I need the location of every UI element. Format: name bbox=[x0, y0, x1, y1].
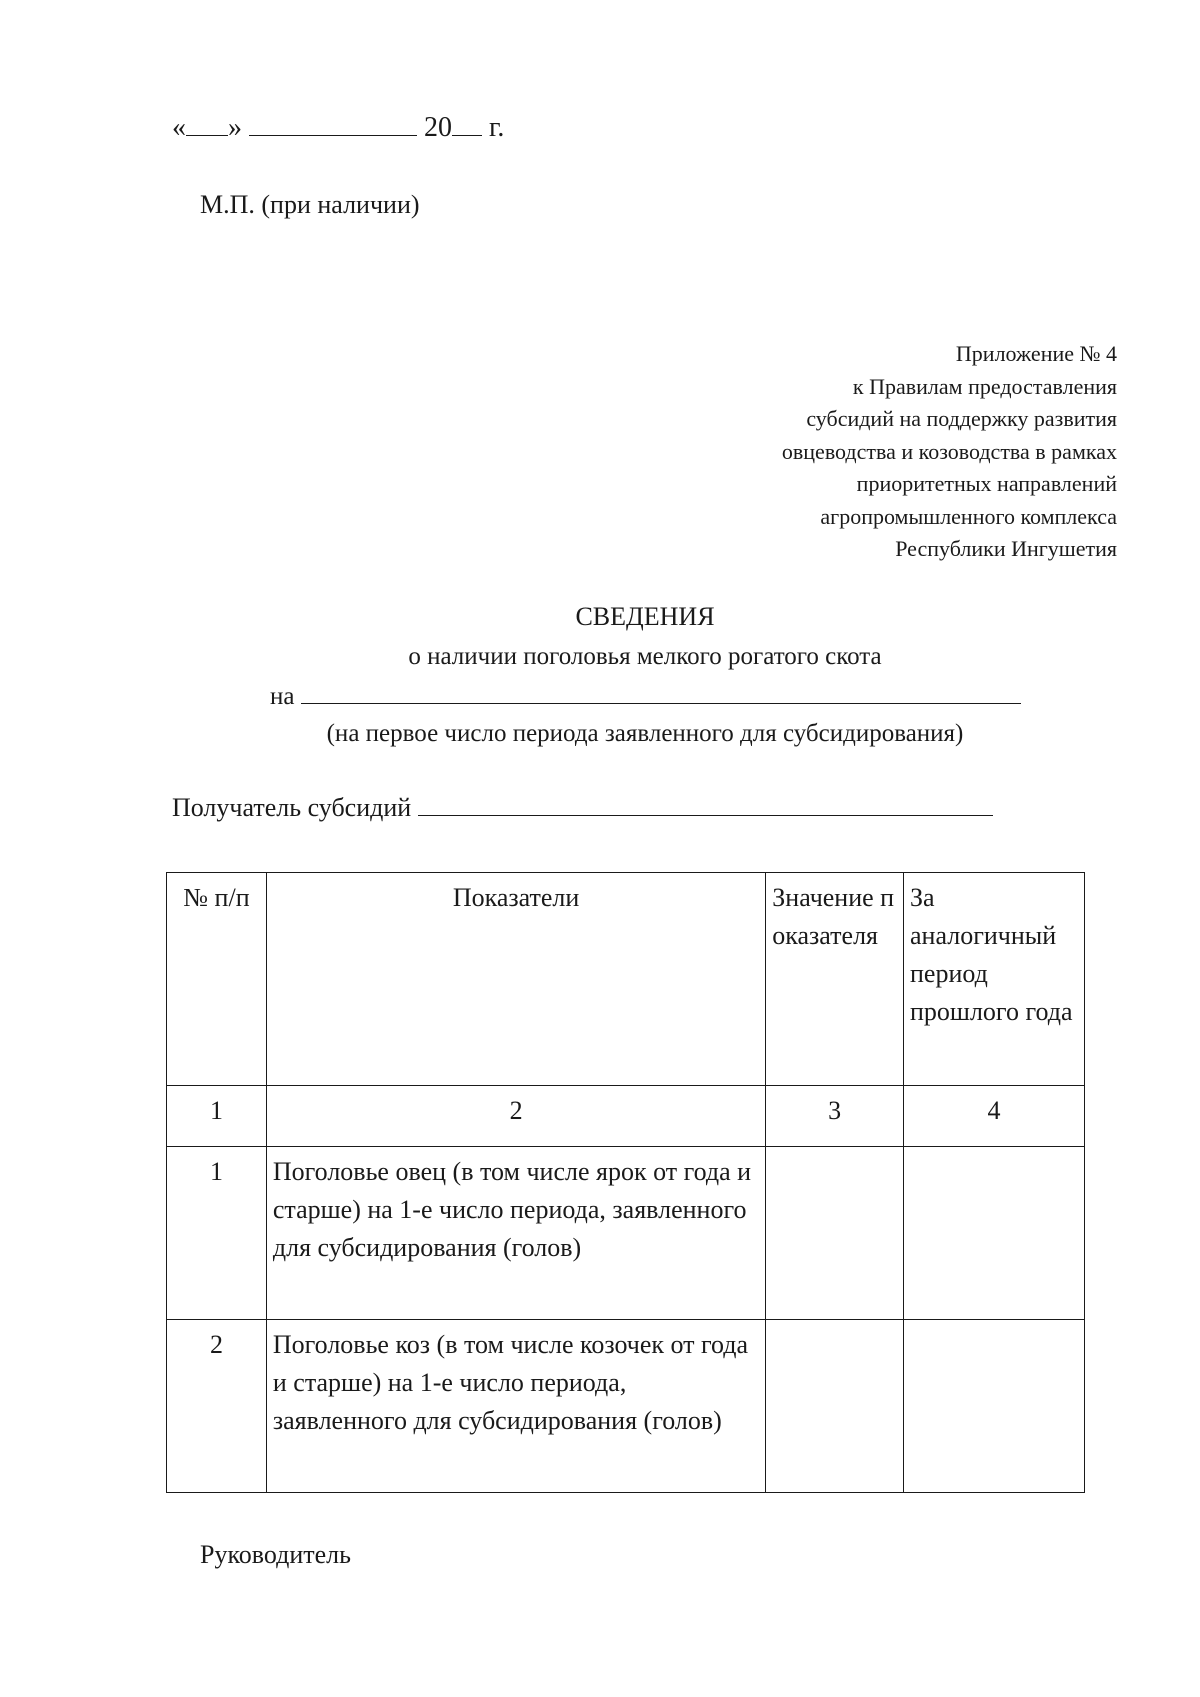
appendix-line: субсидий на поддержку развития bbox=[806, 406, 1117, 431]
row-indicator-cell: Поголовье коз (в том числе козочек от года и старше) на 1-е число периода, заявленного для субсидирования (голов) bbox=[266, 1320, 765, 1493]
date-suffix: г. bbox=[482, 112, 505, 143]
column-number-cell: 2 bbox=[266, 1086, 765, 1147]
table-header-row bbox=[167, 873, 1085, 1086]
on-date-line bbox=[270, 683, 1021, 711]
row-previous-cell[interactable] bbox=[904, 1147, 1085, 1320]
header-cell-previous: За аналогичный период прошлого года bbox=[904, 873, 1085, 1086]
row-value-cell[interactable] bbox=[766, 1147, 904, 1320]
row-number-cell: 1 bbox=[167, 1147, 267, 1320]
date-open-quote: « bbox=[172, 112, 186, 143]
document-title: СВЕДЕНИЯ bbox=[575, 602, 715, 631]
row-indicator-cell: Поголовье овец (в том числе ярок от года и старше) на 1-е число периода, заявленного для субсидирования (голов) bbox=[266, 1147, 765, 1320]
appendix-line: агропромышленного комплекса bbox=[820, 503, 1117, 529]
appendix-line: овцеводства и козоводства в рамках bbox=[781, 438, 1117, 464]
on-date-blank bbox=[301, 703, 1021, 704]
document-subtitle: о наличии поголовья мелкого рогатого скота bbox=[408, 643, 882, 670]
recipient-label: Получатель субсидий bbox=[172, 793, 418, 822]
year-blank bbox=[452, 135, 482, 136]
appendix-line: Приложение № 4 bbox=[955, 341, 1117, 366]
column-number-cell: 3 bbox=[766, 1086, 904, 1147]
recipient-blank bbox=[418, 815, 993, 816]
recipient-line bbox=[172, 793, 993, 823]
header-cell-number: № п/п bbox=[167, 873, 267, 1086]
table-row bbox=[167, 1320, 1085, 1493]
row-value-cell[interactable] bbox=[766, 1320, 904, 1493]
appendix-line: к Правилам предоставления bbox=[852, 373, 1117, 399]
table-row bbox=[167, 1147, 1085, 1320]
appendix-line: приоритетных направлений bbox=[856, 471, 1117, 496]
date-close-quote: » bbox=[228, 112, 242, 143]
appendix-block bbox=[517, 338, 1117, 566]
row-number-cell: 2 bbox=[167, 1320, 267, 1493]
signatory-label: Руководитель bbox=[200, 1540, 351, 1569]
header-cell-indicator: Показатели bbox=[266, 873, 765, 1086]
stamp-note: М.П. (при наличии) bbox=[200, 190, 420, 219]
table-column-number-row bbox=[167, 1086, 1085, 1147]
month-blank bbox=[249, 135, 417, 136]
header-cell-value: Значение показателя bbox=[766, 873, 904, 1086]
livestock-table bbox=[166, 872, 1085, 1493]
date-line bbox=[172, 112, 504, 144]
column-number-cell: 1 bbox=[167, 1086, 267, 1147]
column-number-cell: 4 bbox=[904, 1086, 1085, 1147]
on-date-note: (на первое число периода заявленного для субсидирования) bbox=[326, 720, 964, 747]
date-year-prefix: 20 bbox=[424, 112, 452, 143]
row-previous-cell[interactable] bbox=[904, 1320, 1085, 1493]
day-blank bbox=[186, 135, 228, 136]
on-label: на bbox=[270, 683, 301, 710]
appendix-line: Республики Ингушетия bbox=[895, 536, 1117, 561]
